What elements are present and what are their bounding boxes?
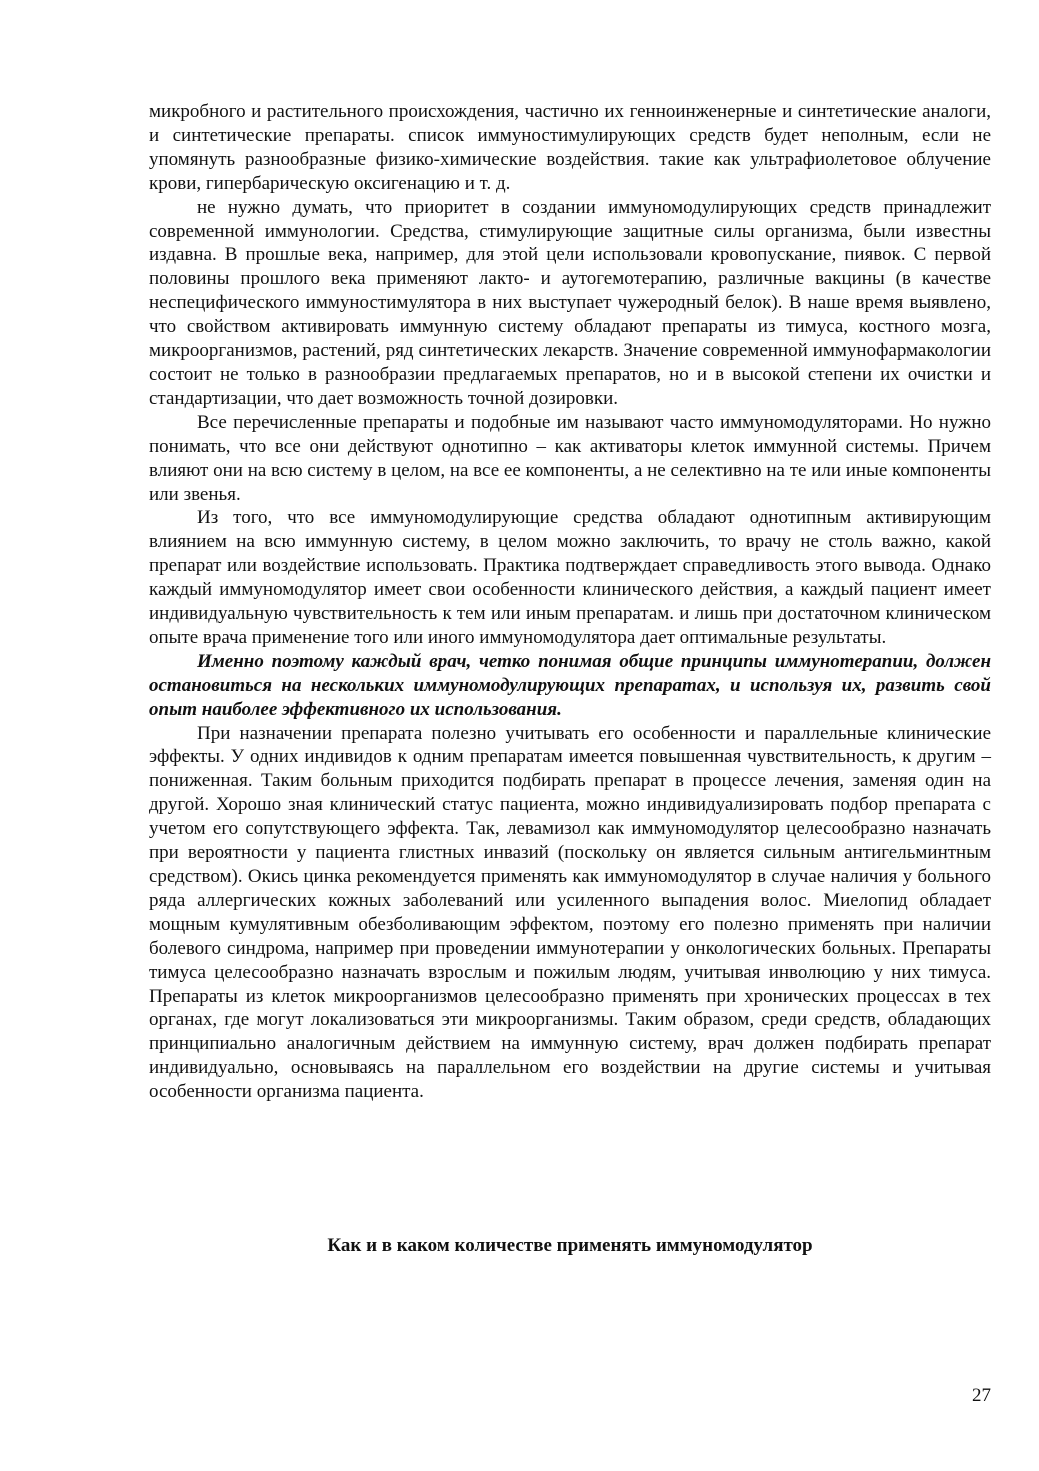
paragraph-emphasis: Именно поэтому каждый врач, четко понимая общие принципы иммунотерапии, должен остановиться на нескольких иммуномодулирующих препаратах, и используя их, развить свой опыт наиболее эффективного их использования. (149, 650, 991, 720)
paragraph-priority: не нужно думать, что приоритет в создании иммуномодулирующих средств принадлежит современной иммунологии. Средства, стимулирующие защитные силы организма, были известны издавна. В прошлые века, например, для этой цели использовали кровопускание, пиявок. С первой половины прошлого века применяют лакто- и аутогемотерапию, различные вакцины (в качестве неспецифического иммуностимулятора в них выступает чужеродный белок). В наше время выявлено, что свойством активировать иммунную систему обладают препараты из тимуса, костного мозга, микроорганизмов, растений, ряд синтетических лекарств. Значение современной иммунофармакологии состоит не только в разнообразии предлагаемых препаратов, но и в высокой степени их очистки и стандартизации, что дает возможность точной дозировки. (149, 196, 991, 409)
page-number: 27 (972, 1385, 991, 1406)
section-heading: Как и в каком количестве применять иммуномодулятор (327, 1235, 813, 1256)
paragraph-continuation: микробного и растительного происхождения, частично их генноинженерные и синтетические аналоги, и синтетические препараты. список иммуностимулирующих средств будет неполным, если не упомянуть разнообразные физико-химические воздействия. такие как ультрафиолетовое облучение крови, гипербарическую оксигенацию и т. д. (149, 101, 991, 194)
paragraph-immunomodulators: Все перечисленные препараты и подобные им называют часто иммуномодуляторами. Но нужно понимать, что все они действуют однотипно – как активаторы клеток иммунной системы. Причем влияют они на всю систему в целом, на все ее компоненты, а не селективно на те или иные компоненты или звенья. (149, 411, 991, 505)
paragraph-prescription: При назначении препарата полезно учитывать его особенности и параллельные клинические эффекты. У одних индивидов к одним препаратам имеется повышенная чувствительность, к другим – пониженная. Таким больным приходится подбирать препарат в процессе лечения, заменяя один на другой. Хорошо зная клинический статус пациента, можно индивидуализировать подбор препарата с учетом его сопутствующего эффекта. Так, левамизол как иммуномодулятор целесообразно назначать при вероятности у пациента глистных инвазий (поскольку он является сильным антигельминтным средством). Окись цинка рекомендуется применять как иммуномодулятор в случае наличия у больного ряда аллергических кожных заболеваний или усиленного выпадения волос. Миелопид обладает мощным кумулятивным обезболивающим эффектом, поэтому его полезно применять при наличии болевого синдрома, например при проведении иммунотерапии у онкологических больных. Препараты тимуса целесообразно назначать взрослым и пожилым людям, учитывая инволюцию у них тимуса. Препараты из клеток микроорганизмов целесообразно применять при хронических процессах в тех органах, где могут локализоваться эти микроорганизмы. Таким образом, среди средств, обладающих принципиально аналогичным действием на иммунную систему, врач должен подбирать препарат индивидуально, основываясь на параллельном его воздействии на другие системы и учитывая особенности организма пациента. (149, 722, 991, 1103)
paragraph-conclusion: Из того, что все иммуномодулирующие средства обладают однотипным активирующим влиянием на всю иммунную систему, в целом можно заключить, то врачу не столь важно, какой препарат или воздействие использовать. Практика подтверждает справедливость этого вывода. Однако каждый иммуномодулятор имеет свои особенности клинического действия, а каждый пациент имеет индивидуальную чувствительность к тем или иным препаратам. и лишь при достаточном клиническом опыте врача применение того или иного иммуномодулятора дает оптимальные результаты. (149, 507, 991, 648)
body-text (149, 100, 991, 1104)
